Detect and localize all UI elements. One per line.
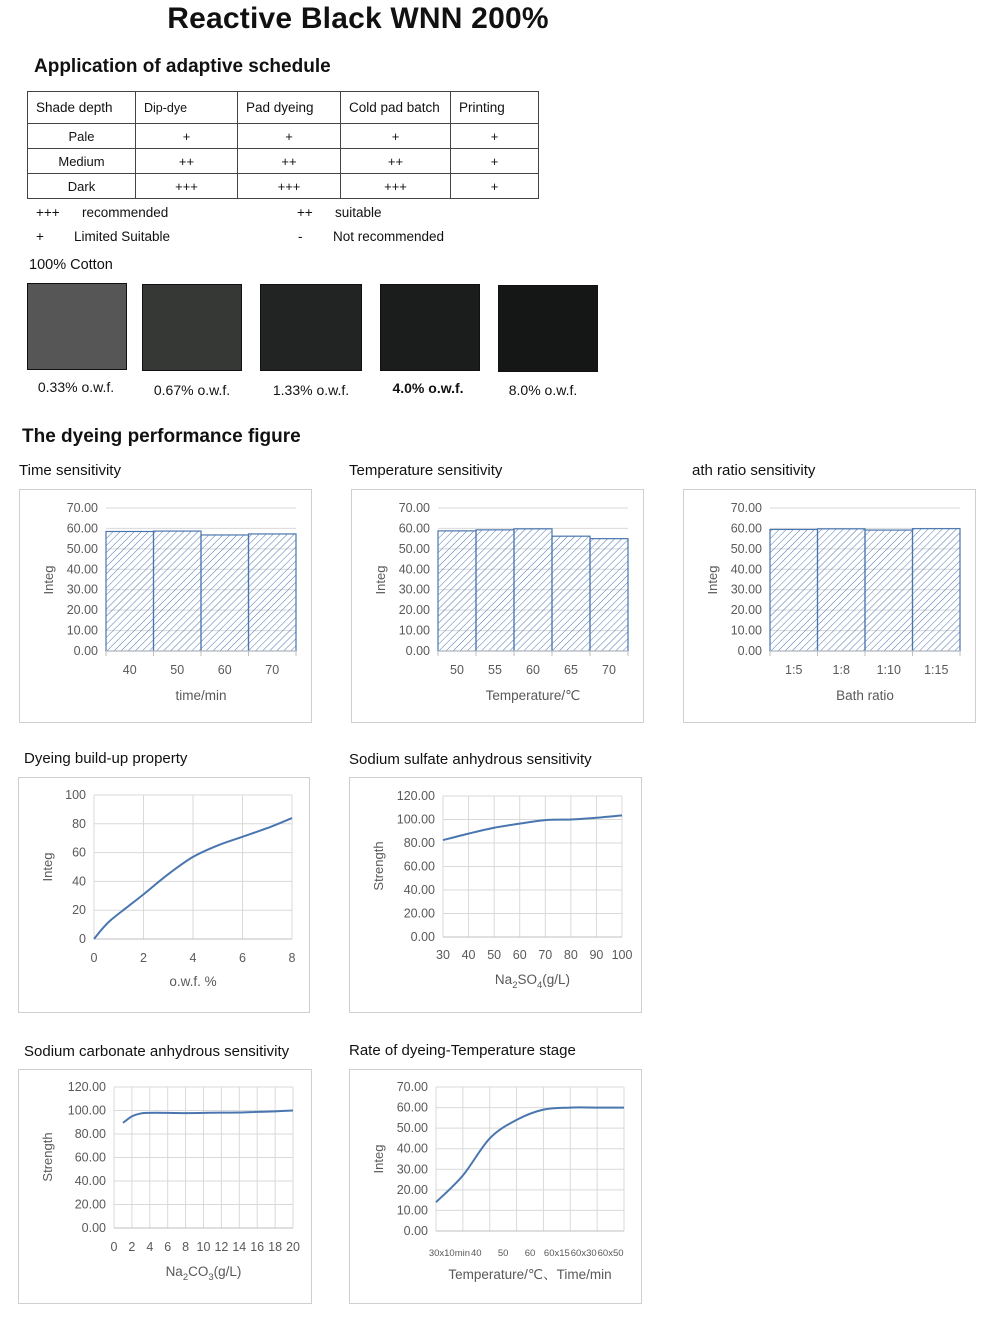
x-axis-label: Temperature/℃、Time/min bbox=[448, 1267, 612, 1282]
fabric-label: 100% Cotton bbox=[29, 257, 113, 273]
legend-text: recommended bbox=[82, 205, 169, 220]
x-tick-label: 12 bbox=[214, 1240, 229, 1254]
chart-title: Time sensitivity bbox=[19, 462, 121, 479]
temperature-sensitivity-chart bbox=[351, 489, 644, 723]
bar bbox=[514, 529, 552, 651]
y-tick-label: 30.00 bbox=[398, 582, 430, 597]
schedule-heading: Application of adaptive schedule bbox=[34, 56, 331, 77]
bath-ratio-chart-svg bbox=[684, 490, 975, 722]
x-tick-label: 14 bbox=[232, 1240, 247, 1254]
build-up-chart bbox=[18, 777, 310, 1013]
x-tick-label: 16 bbox=[250, 1240, 265, 1254]
y-tick-label: 40.00 bbox=[74, 1174, 106, 1188]
y-tick-label: 40.00 bbox=[396, 1141, 428, 1156]
x-tick-label: 40 bbox=[461, 948, 476, 962]
x-axis-label-part: CO bbox=[188, 1264, 209, 1279]
table-cell: +++ bbox=[238, 174, 341, 199]
x-tick-label: 60 bbox=[526, 663, 540, 677]
table-row bbox=[28, 124, 539, 149]
x-tick-label: 70 bbox=[538, 948, 553, 962]
table-cell: +++ bbox=[341, 174, 451, 199]
legend-symbol: +++ bbox=[36, 205, 60, 220]
x-tick-label: 1:8 bbox=[832, 663, 850, 677]
rate-of-dyeing-chart bbox=[349, 1069, 642, 1304]
x-tick-label: 4 bbox=[146, 1240, 154, 1254]
y-tick-label: 80 bbox=[72, 816, 86, 831]
bar bbox=[476, 530, 514, 651]
y-tick-label: 20.00 bbox=[398, 603, 430, 618]
x-tick-label: 4 bbox=[189, 951, 197, 965]
y-tick-label: 20.00 bbox=[730, 603, 762, 618]
y-tick-label: 20.00 bbox=[403, 906, 435, 921]
y-tick-label: 50.00 bbox=[66, 541, 98, 556]
table-cell: + bbox=[136, 124, 238, 149]
shade-swatch bbox=[260, 284, 362, 371]
x-tick-label: 0 bbox=[110, 1240, 118, 1254]
x-axis-label-part: 3 bbox=[208, 1272, 214, 1283]
x-tick-label: 0 bbox=[90, 951, 98, 965]
table-row bbox=[28, 149, 539, 174]
y-tick-label: 40.00 bbox=[66, 562, 98, 577]
legend-text: Limited Suitable bbox=[74, 229, 171, 244]
x-tick-label: 2 bbox=[128, 1240, 136, 1254]
chart-title: Temperature sensitivity bbox=[349, 462, 503, 479]
y-tick-label: 120.00 bbox=[67, 1080, 106, 1094]
x-tick-label: 55 bbox=[488, 663, 502, 677]
time-sensitivity-chart bbox=[19, 489, 312, 723]
x-tick-label: 20 bbox=[286, 1240, 300, 1254]
bar bbox=[913, 529, 961, 651]
y-axis-label: Strength bbox=[371, 841, 386, 891]
y-axis-label: Integ bbox=[371, 1144, 386, 1174]
x-tick-label: 2 bbox=[140, 951, 147, 965]
x-axis-label: time/min bbox=[175, 688, 227, 703]
legend-text: suitable bbox=[335, 205, 382, 220]
chart-title: Sodium carbonate anhydrous sensitivity bbox=[24, 1043, 290, 1060]
x-tick-label: 50 bbox=[497, 1248, 509, 1259]
x-tick-label: 50 bbox=[170, 663, 185, 677]
x-tick-label: 6 bbox=[164, 1240, 172, 1254]
x-axis-label-part: SO bbox=[517, 972, 538, 987]
bar bbox=[865, 530, 913, 651]
performance-heading: The dyeing performance figure bbox=[22, 426, 301, 447]
chart-title: Sodium sulfate anhydrous sensitivity bbox=[349, 751, 592, 768]
x-tick-label: 60x15 bbox=[543, 1248, 570, 1259]
x-tick-label: 50 bbox=[487, 948, 502, 962]
x-tick-label: 60 bbox=[217, 663, 232, 677]
x-axis-label: Temperature/℃ bbox=[485, 688, 581, 703]
x-axis-label bbox=[495, 972, 570, 991]
x-tick-label: 10 bbox=[196, 1240, 211, 1254]
y-tick-label: 60.00 bbox=[398, 521, 430, 536]
document-title: Reactive Black WNN 200% bbox=[167, 2, 549, 35]
legend-symbol: + bbox=[36, 229, 44, 244]
y-tick-label: 0.00 bbox=[737, 644, 762, 658]
y-tick-label: 120.00 bbox=[396, 789, 435, 803]
x-tick-label: 6 bbox=[239, 951, 246, 965]
x-tick-label: 60x50 bbox=[597, 1248, 624, 1259]
series-line bbox=[123, 1111, 293, 1123]
y-tick-label: 80.00 bbox=[74, 1127, 106, 1141]
y-tick-label: 0 bbox=[79, 932, 86, 946]
sodium-sulfate-chart-svg bbox=[350, 778, 641, 1012]
y-tick-label: 60 bbox=[72, 845, 86, 860]
y-tick-label: 10.00 bbox=[396, 1203, 428, 1218]
shade-label: 4.0% o.w.f. bbox=[392, 380, 464, 396]
table-cell: ++ bbox=[341, 149, 451, 174]
x-tick-label: 1:5 bbox=[785, 663, 803, 677]
table-cell: +++ bbox=[136, 174, 238, 199]
rate-of-dyeing-chart-svg bbox=[350, 1070, 641, 1303]
table-cell: ++ bbox=[136, 149, 238, 174]
x-axis-label bbox=[166, 1264, 242, 1283]
table-cell: Medium bbox=[28, 149, 136, 174]
y-axis-label: Integ bbox=[41, 565, 56, 595]
legend-text: Not recommended bbox=[333, 229, 445, 244]
x-tick-label: 8 bbox=[182, 1240, 190, 1254]
x-tick-label: 30x10min bbox=[428, 1248, 471, 1259]
table-cell: + bbox=[238, 124, 341, 149]
x-tick-label: 60 bbox=[524, 1248, 536, 1259]
y-tick-label: 30.00 bbox=[66, 582, 98, 597]
bar bbox=[154, 531, 202, 651]
x-tick-label: 90 bbox=[589, 948, 604, 962]
x-axis-label-part: 4 bbox=[537, 980, 543, 991]
bar bbox=[438, 531, 476, 651]
series-line bbox=[436, 1107, 624, 1202]
column-header: Shade depth bbox=[28, 92, 136, 124]
column-header: Printing bbox=[451, 92, 539, 124]
table-header-row bbox=[28, 92, 539, 124]
bar bbox=[590, 539, 628, 651]
bar bbox=[818, 529, 866, 651]
x-tick-label: 100 bbox=[611, 948, 633, 962]
y-tick-label: 0.00 bbox=[81, 1221, 106, 1235]
table-cell: + bbox=[451, 124, 539, 149]
shade-swatch bbox=[27, 283, 127, 370]
column-header: Cold pad batch bbox=[341, 92, 451, 124]
x-axis-label-part: 2 bbox=[512, 980, 518, 991]
bar bbox=[249, 534, 297, 651]
y-tick-label: 20 bbox=[72, 903, 86, 918]
shade-label: 0.67% o.w.f. bbox=[153, 382, 231, 398]
y-tick-label: 40.00 bbox=[403, 883, 435, 897]
sodium-carbonate-chart-svg bbox=[19, 1070, 311, 1303]
y-tick-label: 80.00 bbox=[403, 836, 435, 850]
time-chart-svg bbox=[20, 490, 311, 722]
y-tick-label: 60.00 bbox=[74, 1150, 106, 1165]
x-tick-label: 60 bbox=[512, 948, 527, 962]
y-tick-label: 70.00 bbox=[398, 501, 430, 515]
x-tick-label: 1:15 bbox=[924, 663, 949, 677]
column-header: Dip-dye bbox=[136, 92, 238, 124]
table-cell: + bbox=[451, 149, 539, 174]
x-axis-label-part: 2 bbox=[182, 1272, 189, 1283]
x-tick-label: 65 bbox=[564, 663, 578, 677]
x-axis-label-part: Na bbox=[165, 1264, 183, 1279]
y-tick-label: 70.00 bbox=[66, 501, 98, 515]
y-tick-label: 20.00 bbox=[74, 1197, 106, 1212]
y-tick-label: 10.00 bbox=[398, 623, 430, 638]
x-tick-label: 50 bbox=[450, 663, 464, 677]
y-tick-label: 100.00 bbox=[396, 812, 435, 827]
x-tick-label: 70 bbox=[265, 663, 280, 677]
bath-ratio-sensitivity-chart bbox=[683, 489, 976, 723]
y-tick-label: 60.00 bbox=[66, 521, 98, 536]
sodium-sulfate-chart bbox=[349, 777, 642, 1013]
shade-swatch bbox=[498, 285, 598, 372]
y-tick-label: 60.00 bbox=[403, 859, 435, 874]
table-cell: Pale bbox=[28, 124, 136, 149]
x-tick-label: 8 bbox=[288, 951, 296, 965]
y-axis-label: Integ bbox=[373, 565, 388, 595]
schedule-table bbox=[27, 91, 539, 199]
y-tick-label: 0.00 bbox=[73, 644, 98, 658]
x-axis-label-part: (g/L) bbox=[542, 972, 571, 987]
temperature-chart-svg bbox=[352, 490, 643, 722]
y-tick-label: 10.00 bbox=[730, 623, 762, 638]
x-tick-label: 1:10 bbox=[876, 663, 901, 677]
x-tick-label: 40 bbox=[470, 1248, 482, 1259]
x-axis-label-part: (g/L) bbox=[213, 1264, 242, 1279]
sodium-carbonate-chart bbox=[18, 1069, 312, 1304]
bar bbox=[770, 529, 818, 651]
x-tick-label: 80 bbox=[563, 948, 578, 962]
x-axis-label: Bath ratio bbox=[836, 688, 894, 703]
y-axis-label: Strength bbox=[40, 1132, 55, 1182]
y-tick-label: 50.00 bbox=[398, 541, 430, 556]
table-cell: ++ bbox=[238, 149, 341, 174]
shade-label: 0.33% o.w.f. bbox=[37, 379, 115, 395]
y-tick-label: 0.00 bbox=[410, 930, 435, 944]
y-tick-label: 20.00 bbox=[396, 1182, 428, 1197]
y-tick-label: 40.00 bbox=[730, 562, 762, 577]
chart-title: ath ratio sensitivity bbox=[692, 462, 816, 479]
legend-symbol: ++ bbox=[297, 205, 313, 220]
y-tick-label: 100.00 bbox=[67, 1103, 106, 1118]
y-tick-label: 30.00 bbox=[396, 1162, 428, 1177]
y-tick-label: 50.00 bbox=[730, 541, 762, 556]
y-axis-label: Integ bbox=[40, 852, 55, 882]
bar bbox=[106, 531, 154, 651]
y-tick-label: 40.00 bbox=[398, 562, 430, 577]
y-tick-label: 70.00 bbox=[730, 501, 762, 515]
x-tick-label: 40 bbox=[122, 663, 137, 677]
column-header: Pad dyeing bbox=[238, 92, 341, 124]
shade-swatch bbox=[380, 284, 480, 371]
y-tick-label: 0.00 bbox=[403, 1224, 428, 1238]
y-tick-label: 0.00 bbox=[405, 644, 430, 658]
y-tick-label: 50.00 bbox=[396, 1121, 428, 1136]
x-axis-label: o.w.f. % bbox=[169, 974, 217, 989]
y-tick-label: 100 bbox=[65, 788, 86, 802]
shade-label: 8.0% o.w.f. bbox=[508, 382, 578, 398]
chart-title: Rate of dyeing-Temperature stage bbox=[349, 1042, 576, 1059]
table-cell: + bbox=[341, 124, 451, 149]
x-tick-label: 70 bbox=[602, 663, 616, 677]
y-tick-label: 20.00 bbox=[66, 603, 98, 618]
table-cell: Dark bbox=[28, 174, 136, 199]
shade-swatch bbox=[142, 284, 242, 371]
build-up-chart-svg bbox=[19, 778, 309, 1012]
x-axis-label-part: Na bbox=[494, 972, 513, 987]
y-tick-label: 60.00 bbox=[730, 521, 762, 536]
x-tick-label: 18 bbox=[268, 1240, 283, 1254]
x-tick-label: 30 bbox=[436, 948, 450, 962]
table-cell: + bbox=[451, 174, 539, 199]
shade-label: 1.33% o.w.f. bbox=[272, 382, 350, 398]
y-tick-label: 10.00 bbox=[66, 623, 98, 638]
y-tick-label: 30.00 bbox=[730, 582, 762, 597]
bar bbox=[201, 535, 249, 651]
y-axis-label: Integ bbox=[705, 565, 720, 595]
x-tick-label: 60x30 bbox=[570, 1248, 597, 1259]
y-tick-label: 40 bbox=[72, 874, 86, 889]
legend-symbol: - bbox=[298, 229, 303, 244]
y-tick-label: 60.00 bbox=[396, 1100, 428, 1115]
chart-title: Dyeing build-up property bbox=[24, 750, 188, 767]
bar bbox=[552, 536, 590, 651]
y-tick-label: 70.00 bbox=[396, 1080, 428, 1094]
table-row bbox=[28, 174, 539, 199]
